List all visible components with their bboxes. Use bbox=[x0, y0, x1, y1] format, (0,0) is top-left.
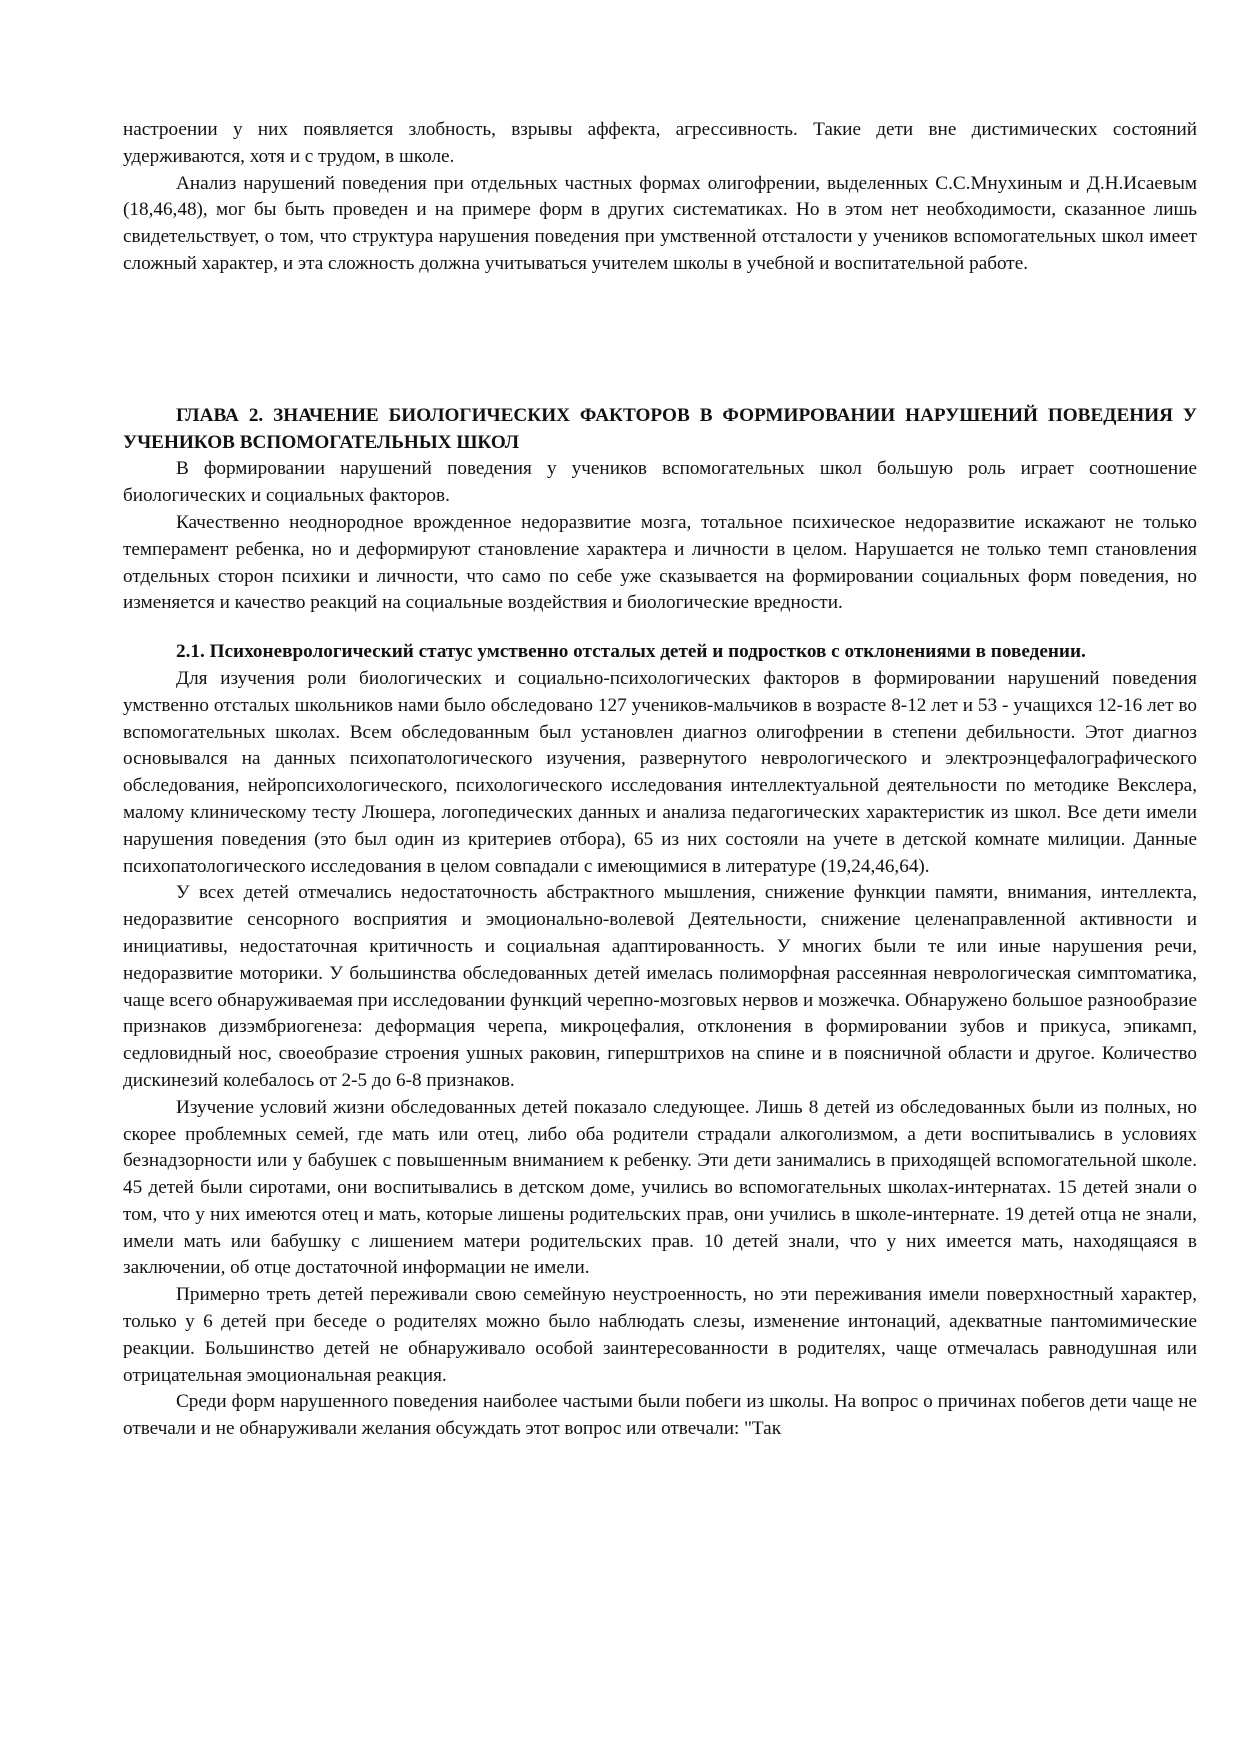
chapter-spacer bbox=[123, 278, 1197, 403]
chapter-paragraph-2: Качественно неоднородное врожденное недоразвитие мозга, тотальное психическое недоразвитие искажают не только темперамент ребенка, но и деформируют становление характера и личности в целом. Нарушается не только темп становления отдельных сторон психики и личности, что само по себе уже сказывается на формировании социальных форм поведения, но изменяется и качество реакций на социальные воздействия и биологические вредности. bbox=[123, 511, 1197, 614]
section-paragraph-2: У всех детей отмечались недостаточность абстрактного мышления, снижение функции памяти, внимания, интеллекта, недоразвитие сенсорного восприятия и эмоционально-волевой Деятельности, снижение целенаправленной активности и инициативы, недостаточная критичность и социальная адаптированность. У многих были те или иные нарушения речи, недоразвитие моторики. У большинства обследованных детей имелась полиморфная рассеянная неврологическая симптоматика, чаще всего обнаруживаемая при исследовании функций черепно-мозговых нервов и мозжечка. Обнаружено большое разнообразие признаков дизэмбриогенеза: деформация черепа, микроцефалия, отклонения в формировании зубов и прикуса, эпикамп, седловидный нос, своеобразие строения ушных раковин, гиперштрихов на спине и в поясничной области и другое. Количество дискинезий колебалось от 2-5 до 6-8 признаков. bbox=[123, 882, 1197, 1091]
top-text-block bbox=[123, 117, 1197, 278]
section-paragraph-1: Для изучения роли биологических и социально-психологических факторов в формировании нарушений поведения умственно отсталых школьников нами было обследовано 127 учеников-мальчиков в возрасте 8-12 лет и 53 - учащихся 12-16 лет во вспомогательных школах. Всем обследованным был установлен диагноз олигофрении в степени дебильности. Этот диагноз основывался на данных психопатологического изучения, развернутого неврологического и электроэнцефалографического обследования, нейропсихологического, психологического исследования интеллектуальной деятельности по методике Векслера, малому клиническому тесту Люшера, логопедических данных и анализа педагогических характеристик из школ. Все дети имели нарушения поведения (это был один из критериев отбора), 65 из них состояли на учете в детской комнате милиции. Данные психопатологического исследования в целом совпадали с имеющимися в литературе (19,24,46,64). bbox=[123, 667, 1197, 877]
section-spacer bbox=[123, 617, 1197, 639]
section-paragraph-5: Среди форм нарушенного поведения наиболее частыми были побеги из школы. На вопрос о причинах побегов дети чаще не отвечали и не обнаруживали желания обсуждать этот вопрос или отвечали: "Так bbox=[123, 1391, 1197, 1440]
section-paragraph-3: Изучение условий жизни обследованных детей показало следующее. Лишь 8 детей из обследованных были из полных, но скорее проблемных семей, где мать или отец, либо оба родители страдали алкоголизмом, а дети воспитывались в условиях безнадзорности или у бабушек с повышенным вниманием к ребенку. Эти дети занимались в приходящей вспомогательной школе. 45 детей были сиротами, они воспитывались в детском доме, учились во вспомогательных школах-интернатах. 15 детей знали о том, что у них имеются отец и мать, которые лишены родительских прав, они учились в школе-интернате. 19 детей отца не знали, имели мать или бабушку с лишением матери родительских прав. 10 детей знали, что у них имеется мать, находящаяся в заключении, об отце достаточной информации не имели. bbox=[123, 1096, 1197, 1279]
continuation-paragraph: настроении у них появляется злобность, взрывы аффекта, агрессивность. Такие дети вне дистимических состояний удерживаются, хотя и с трудом, в школе. bbox=[123, 119, 1197, 167]
chapter-heading: ГЛАВА 2. ЗНАЧЕНИЕ БИОЛОГИЧЕСКИХ ФАКТОРОВ В ФОРМИРОВАНИИ НАРУШЕНИЙ ПОВЕДЕНИЯ У УЧЕНИКОВ ВСПОМОГАТЕЛЬНЫХ ШКОЛ bbox=[123, 404, 1197, 453]
chapter-paragraph-1: В формировании нарушений поведения у учеников вспомогательных школ большую роль играет соотношение биологических и социальных факторов. bbox=[123, 458, 1197, 507]
section-heading: 2.1. Психоневрологический статус умственно отсталых детей и подростков с отклонениями в поведении. bbox=[176, 641, 1086, 663]
document-page bbox=[123, 117, 1197, 1443]
section-paragraph-4: Примерно треть детей переживали свою семейную неустроенность, но эти переживания имели поверхностный характер, только у 6 детей при беседе о родителях можно было наблюдать слезы, изменение интонаций, адекватные пантомимические реакции. Большинство детей не обнаруживало особой заинтересованности в родителях, чаще отмечалась равнодушная или отрицательная эмоциональная реакция. bbox=[123, 1284, 1197, 1386]
analysis-paragraph: Анализ нарушений поведения при отдельных частных формах олигофрении, выделенных С.С.Мнухиным и Д.Н.Исаевым (18,46,48), мог бы быть проведен и на примере форм в других систематиках. Но в этом нет необходимости, сказанное лишь свидетельствует, о том, что структура нарушения поведения при умственной отсталости у учеников вспомогательных школ имеет сложный характер, и эта сложность должна учитываться учителем школы в учебной и воспитательной работе. bbox=[123, 172, 1197, 274]
